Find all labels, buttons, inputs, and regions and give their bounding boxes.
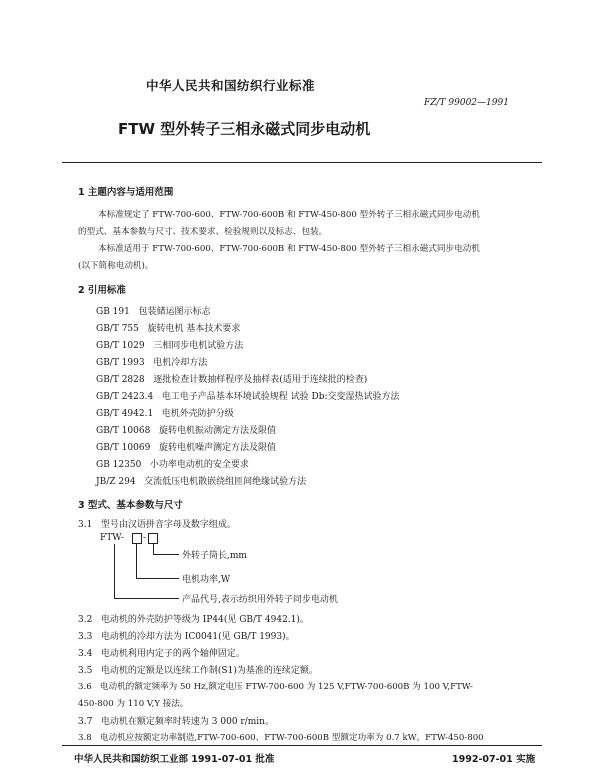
- reference-item: [96, 304, 210, 317]
- reference-item: [96, 474, 306, 487]
- length-leader-horizontal: [153, 554, 179, 555]
- reference-code: GB/T 4942.1: [96, 409, 154, 419]
- clause-number: 3.8: [78, 733, 92, 743]
- clause-3-5: [78, 663, 318, 676]
- section-1-paragraph-1-line-1: 本标准规定了 FTW-700-600、FTW-700-600B 和 FTW-450-800 型外转子三相永磁式同步电动机: [98, 210, 480, 220]
- reference-title: 旋转电机 基本技术要求: [147, 324, 241, 334]
- clause-3-8: [78, 731, 484, 743]
- section-2-heading: 2 引用标准: [78, 285, 126, 296]
- length-placeholder-box: [148, 533, 158, 544]
- document-title: FTW 型外转子三相永磁式同步电动机: [118, 120, 371, 138]
- clause-number: 3.7: [78, 717, 93, 727]
- reference-title: 小功率电动机的安全要求: [149, 460, 249, 470]
- length-label: 外转子筒长,mm: [182, 551, 247, 561]
- power-label: 电机功率,W: [182, 575, 231, 585]
- reference-title: 逐批检查计数抽样程序及抽样表(适用于连续批的检查): [153, 375, 368, 385]
- reference-title: 电机冷却方法: [153, 358, 208, 368]
- approval-note: 中华人民共和国纺织工业部 1991-07-01 批准: [74, 754, 275, 765]
- power-placeholder-box: [132, 533, 142, 544]
- reference-code: GB 12350: [96, 460, 142, 470]
- reference-item: [96, 355, 207, 368]
- clause-number: 3.5: [78, 666, 93, 676]
- clause-text: 型号由汉语拼音字母及数字组成。: [100, 520, 236, 530]
- clause-3-2: [78, 612, 309, 625]
- code-leader-horizontal: [114, 598, 179, 599]
- section-1-heading: 1 主题内容与适用范围: [78, 187, 174, 198]
- reference-item: [96, 338, 243, 351]
- product-code-label: 产品代号,表示纺织用外转子同步电动机: [182, 595, 338, 605]
- reference-title: 三相同步电机试验方法: [153, 341, 244, 351]
- reference-item: [96, 389, 400, 402]
- reference-code: GB/T 2828: [96, 375, 145, 385]
- clause-number: 3.3: [78, 632, 93, 642]
- reference-title: 交流低压电机散嵌绕组匝间绝缘试验方法: [144, 477, 307, 487]
- reference-code: GB/T 1993: [96, 358, 145, 368]
- reference-item: [96, 372, 367, 385]
- code-leader-vertical: [114, 544, 115, 598]
- clause-text: 电动机的冷却方法为 IC0041(见 GB/T 1993)。: [100, 632, 295, 642]
- clause-number: 3.4: [78, 649, 93, 659]
- footer-rule: [62, 745, 542, 746]
- clause-3-3: [78, 629, 295, 642]
- implementation-date: 1992-07-01 实施: [452, 754, 536, 765]
- clause-number: 3.2: [78, 615, 93, 625]
- clause-text: 电动机的外壳防护等级为 IP44(见 GB/T 4942.1)。: [100, 615, 309, 625]
- clause-text: 电动机的定额是以连续工作制(S1)为基准的连续定额。: [100, 666, 318, 676]
- clause-text: 电动机应按额定功率制造,FTW-700-600、FTW-700-600B 型额定功率为 0.7 kW。FTW-450-800: [99, 733, 484, 743]
- reference-code: GB/T 2423.4: [96, 392, 154, 402]
- clause-3-6-continued: 450-800 为 110 V,Y 接法。: [78, 699, 189, 709]
- power-leader-horizontal: [136, 578, 179, 579]
- reference-code: JB/Z 294: [96, 477, 136, 487]
- reference-title: 包装储运图示标志: [138, 307, 211, 317]
- model-separator: -: [143, 533, 147, 543]
- clause-number: 3.6: [78, 682, 92, 692]
- clause-text: 电动机的额定频率为 50 Hz,额定电压 FTW-700-600 为 125 V,FTW-700-600B 为 100 V,FTW-: [99, 682, 473, 692]
- reference-code: GB 191: [96, 307, 130, 317]
- reference-item: [96, 457, 249, 470]
- reference-title: 旋转电机噪声测定方法及限值: [158, 443, 276, 453]
- reference-code: GB/T 10068: [96, 426, 151, 436]
- clause-3-1: [78, 517, 236, 530]
- clause-number: 3.1: [78, 520, 93, 530]
- reference-code: GB/T 10069: [96, 443, 151, 453]
- reference-item: [96, 321, 240, 334]
- reference-title: 电机外壳防护分级: [161, 409, 234, 419]
- reference-item: [96, 406, 234, 419]
- clause-text: 电动机在额定频率时转速为 3 000 r/min。: [100, 717, 274, 727]
- length-leader-vertical: [153, 544, 154, 554]
- clause-3-6: [78, 680, 473, 692]
- clause-text: 电动机利用内定子的两个轴伸固定。: [100, 649, 245, 659]
- clause-3-7: [78, 714, 274, 727]
- reference-code: GB/T 755: [96, 324, 139, 334]
- reference-title: 电工电子产品基本环境试验规程 试验 Db:交变湿热试验方法: [161, 392, 400, 402]
- section-1-paragraph-2-line-2: (以下简称电动机)。: [78, 261, 154, 271]
- reference-title: 旋转电机振动测定方法及限值: [158, 426, 276, 436]
- reference-code: GB/T 1029: [96, 341, 145, 351]
- header-rule: [62, 162, 542, 163]
- model-prefix: FTW-: [100, 533, 124, 543]
- clause-3-4: [78, 646, 245, 659]
- reference-item: [96, 423, 276, 436]
- standard-code: FZ/T 99002—1991: [424, 98, 509, 108]
- reference-item: [96, 440, 276, 453]
- standard-org-title: 中华人民共和国纺织行业标准: [146, 78, 316, 93]
- power-leader-vertical: [136, 544, 137, 578]
- section-1-paragraph-1-line-2: 的型式、基本参数与尺寸、技术要求、检验规则以及标志、包装。: [78, 227, 328, 237]
- section-1-paragraph-2-line-1: 本标准适用于 FTW-700-600、FTW-700-600B 和 FTW-450-800 型外转子三相永磁式同步电动机: [98, 244, 480, 254]
- section-3-heading: 3 型式、基本参数与尺寸: [78, 500, 183, 511]
